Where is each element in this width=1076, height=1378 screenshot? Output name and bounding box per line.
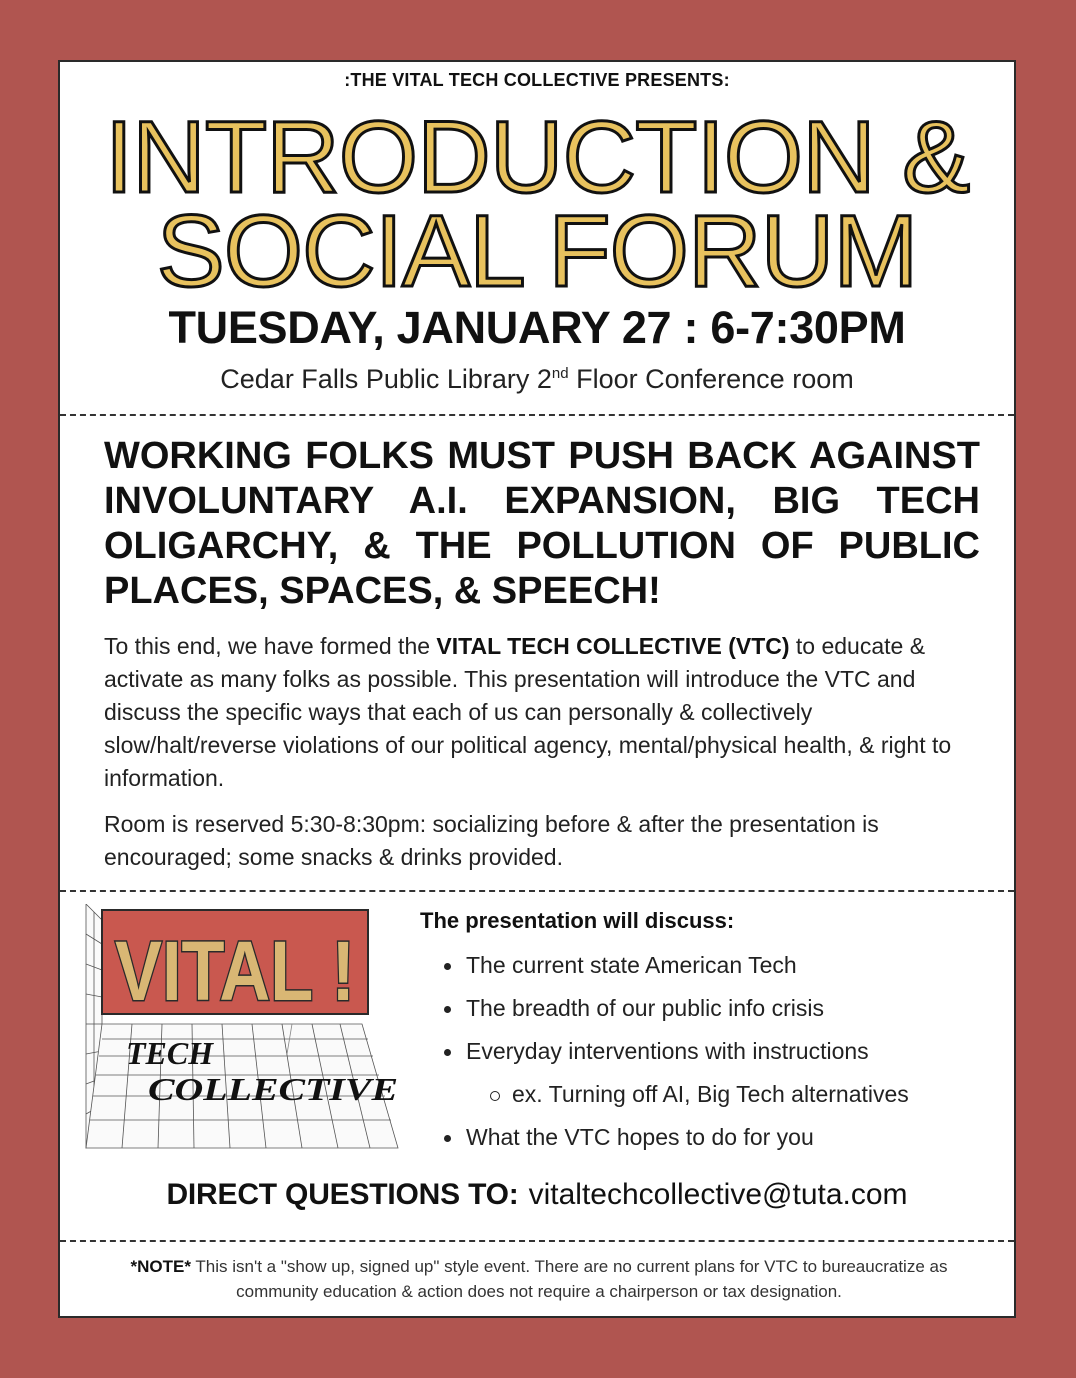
room-paragraph: Room is reserved 5:30-8:30pm: socializing before & after the presentation is encouraged; some snacks & drinks provided. [104, 811, 879, 870]
presents-line: :THE VITAL TECH COLLECTIVE PRESENTS: [344, 70, 730, 90]
note-label: *NOTE* [130, 1257, 191, 1276]
headline: WORKING FOLKS MUST PUSH BACK AGAINST INVOLUNTARY A.I. EXPANSION, BIG TECH OLIGARCHY, & THE POLLUTION OF PUBLIC PLACES, SPACES, & SPEECH! [104, 435, 980, 612]
list-item: Everyday interventions with instructions [442, 1030, 1002, 1073]
intro-text-rest: to educate & activate as many folks as possible. This presentation will introduce the VTC and discuss the specific ways that each of us can personally & collectively slow/halt/reverse violations of our political agency, mental/physical health, & right to information. [104, 633, 952, 791]
venue-text: Cedar Falls Public Library 2 [220, 364, 552, 394]
contact-line [60, 1178, 1014, 1212]
title-line-2: SOCIAL FORUM [156, 194, 918, 308]
intro-text: To this end, we have formed the [104, 633, 437, 659]
list-item: The current state American Tech [442, 944, 1002, 987]
note-text: This isn't a "show up, signed up" style event. There are no current plans for VTC to bureaucratize as community education & action does not require a chairperson or tax designation. [191, 1257, 948, 1301]
vital-tech-collective-logo [82, 904, 402, 1154]
logo-word-tech: TECH [126, 1035, 214, 1071]
footer-note [90, 1254, 988, 1304]
logo-word-collective: COLLECTIVE [148, 1071, 398, 1107]
topic-list [442, 944, 1002, 1159]
sub-list-item: ex. Turning off AI, Big Tech alternatives [442, 1073, 1002, 1116]
dashed-divider [60, 1240, 1014, 1242]
discussion-heading: The presentation will discuss: [420, 908, 735, 933]
intro-paragraph [104, 630, 984, 795]
dashed-divider [60, 890, 1014, 892]
event-date: TUESDAY, JANUARY 27 : 6-7:30PM [168, 302, 906, 353]
contact-label: DIRECT QUESTIONS TO: [166, 1178, 519, 1211]
list-item: What the VTC hopes to do for you [442, 1116, 1002, 1159]
contact-email-link[interactable]: vitaltechcollective@tuta.com [528, 1178, 908, 1211]
dashed-divider [60, 414, 1014, 416]
title-line-1: INTRODUCTION & [104, 100, 970, 214]
venue-ordinal: nd [551, 365, 569, 382]
logo-word-vital: VITAL ! [115, 924, 355, 1018]
list-item: The breadth of our public info crisis [442, 987, 1002, 1030]
intro-org-name: VITAL TECH COLLECTIVE (VTC) [436, 633, 790, 659]
flyer-sheet [58, 60, 1016, 1318]
venue-text-rest: Floor Conference room [568, 364, 854, 394]
event-venue [60, 364, 1014, 395]
